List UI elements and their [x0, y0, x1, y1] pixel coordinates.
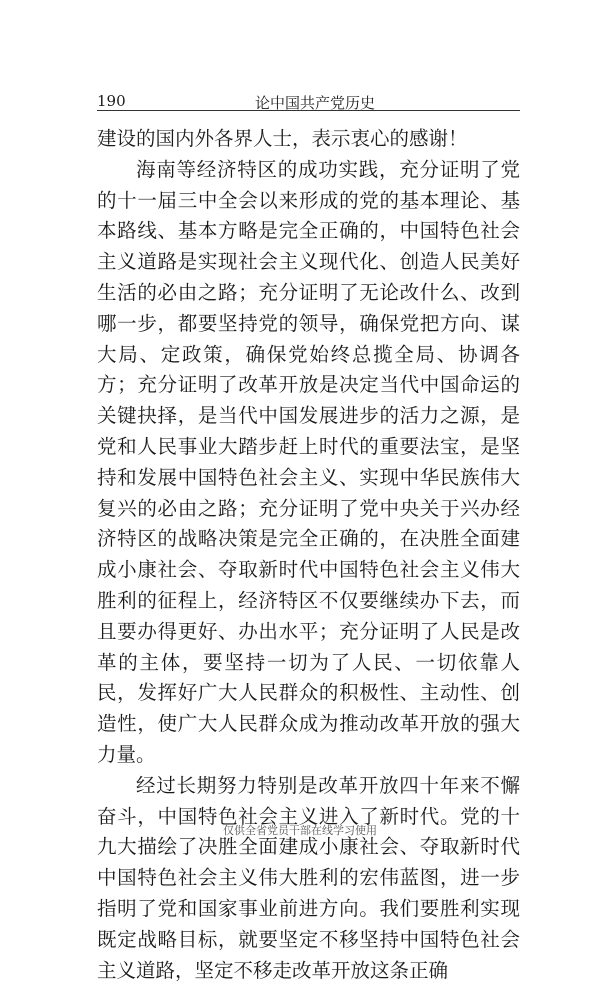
paragraph-continuation: 建设的国内外各界人士，表示衷心的感谢！: [97, 127, 468, 150]
paragraph: 经过长期努力特别是改革开放四十年来不懈奋斗，中国特色社会主义进入了新时代。党的十九大描绘了决胜全面建成小康社会、夺取新时代中国特色社会主义伟大胜利的宏伟蓝图，进一步指明了党和国家事业前进方向。我们要胜利实现既定战略目标，就要坚定不移坚持中国特色社会主义道路，坚定不移走改革开放这条正确: [97, 773, 520, 982]
footer-watermark: 仅供全省党员干部在线学习使用: [223, 824, 377, 837]
page-header: [97, 80, 520, 111]
paragraph: 海南等经济特区的成功实践，充分证明了党的十一届三中全会以来形成的党的基本理论、基本路线、基本方略是完全正确的，中国特色社会主义道路是实现社会主义现代化、创造人民美好生活的必由之路；充分证明了无论改什么、改到哪一步，都要坚持党的领导，确保党把方向、谋大局、定政策，确保党始终总揽全局、协调各方；充分证明了改革开放是决定当代中国命运的关键抉择，是当代中国发展进步的活力之源，是党和人民事业大踏步赶上时代的重要法宝，是坚持和发展中国特色社会主义、实现中华民族伟大复兴的必由之路；充分证明了党中央关于兴办经济特区的战略决策是完全正确的，在决胜全面建成小康社会、夺取新时代中国特色社会主义伟大胜利的征程上，经济特区不仅要继续办下去，而且要办得更好、办出水平；充分证明了人民是改革的主体，要坚持一切为了人民、一切依靠人民，发挥好广大人民群众的积极性、主动性、创造性，使广大人民群众成为推动改革开放的强大力量。: [97, 157, 520, 766]
body-text: [97, 124, 520, 986]
running-title: 论中国共产党历史: [255, 94, 376, 112]
page-number: 190: [97, 92, 126, 110]
